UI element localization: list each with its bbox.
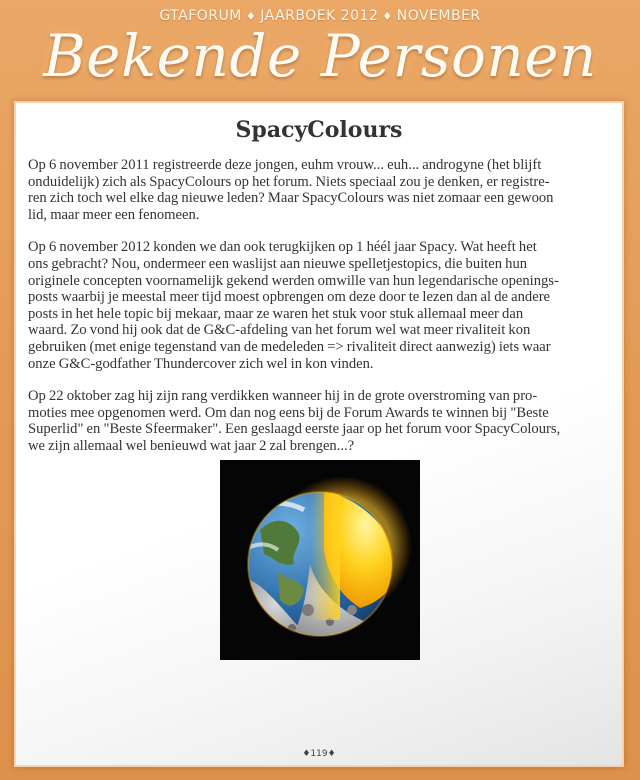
planet-image bbox=[220, 460, 420, 660]
paragraph-1: Op 6 november 2011 registreerde deze jongen, euhm vrouw... euh... androgyne (het blijft onduidelijk) zich als SpacyColours op het forum. Niets speciaal zou je denken, er registre- ren zich toch wel elke dag nieuwe leden? Maar SpacyColours was niet zomaar een gewoon lid, maar meer een fenomeen. bbox=[28, 157, 554, 223]
header-separator: ♦ bbox=[245, 10, 257, 23]
planet-illustration bbox=[220, 460, 420, 660]
header-book: JAARBOEK 2012 bbox=[260, 8, 379, 24]
paragraph-2: Op 6 november 2012 konden we dan ook terugkijken op 1 héél jaar Spacy. Wat heeft het ons gebracht? Nou, ondermeer een waslijst aan nieuwe spelletjestopics, die buiten hun originele concepten voornamelijk gekend werden omwille van hun legendarische openings- posts waarbij je meestal meer tijd moest opbrengen om deze door te lezen dan al de andere posts in het hele topic bij mekaar, maar ze waren het stuk voor stuk allemaal meer dan waard. Zo vond hij ook dat de G&C-afdeling van het forum wel wat meer rivaliteit kon gebruiken (met enige tegenstand van de medeleden => rivaliteit direct aanwezig) iets waar onze G&C-godfather Thundercover zich wel in kon vinden. bbox=[28, 239, 559, 372]
header-brand: GTAFORUM bbox=[159, 8, 242, 24]
article-title: SpacyColours bbox=[235, 117, 403, 143]
header-month: NOVEMBER bbox=[396, 8, 481, 24]
header-separator: ♦ bbox=[382, 10, 393, 23]
page-panel bbox=[14, 101, 624, 767]
section-title: Bekende Personen bbox=[43, 22, 597, 90]
paragraph-3: Op 22 oktober zag hij zijn rang verdikken wanneer hij in de grote overstroming van pro- moties mee opgenomen werd. Om dan nog eens bij de Forum Awards te winnen bij "Beste Superlid" en "Beste Sfeermaker". Een geslaagd eerste jaar op het forum voor SpacyColours, we zijn allemaal wel benieuwd wat jaar 2 zal brengen...? bbox=[28, 388, 561, 454]
page-number: ♦119♦ bbox=[302, 749, 336, 759]
article-body bbox=[28, 157, 614, 471]
